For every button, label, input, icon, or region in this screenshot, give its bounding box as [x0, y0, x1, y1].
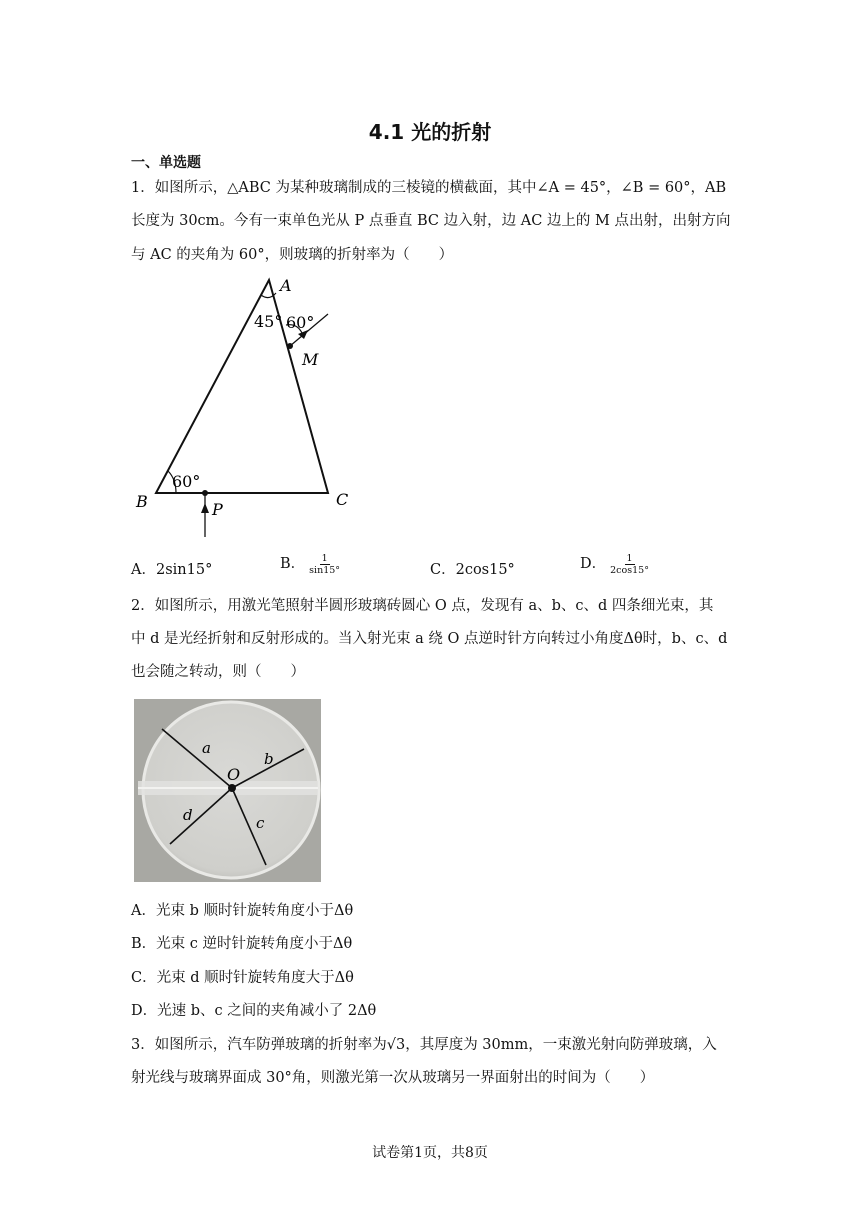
- q1-option-d-prefix: D．: [580, 556, 607, 572]
- point-p: [202, 490, 208, 496]
- glass-photo-figure: [134, 699, 321, 882]
- section-heading: 一、单选题: [131, 155, 201, 171]
- q1-option-b-prefix: B．: [280, 556, 306, 572]
- label-angle-m: 60°: [286, 313, 315, 332]
- label-beam-d: d: [183, 806, 193, 824]
- label-point-p: P: [212, 500, 223, 519]
- label-vertex-b: B: [136, 492, 148, 511]
- label-beam-a: a: [202, 739, 211, 757]
- label-angle-a: 45°: [254, 312, 283, 331]
- label-vertex-a: A: [280, 276, 292, 295]
- question-2-line-2: 中 d 是光经折射和反射形成的。当入射光束 a 绕 O 点逆时针方向转过小角度Δθ时，b、c、d: [131, 631, 728, 647]
- page-footer: 试卷第1页，共8页: [372, 1145, 488, 1161]
- label-beam-c: c: [256, 814, 265, 832]
- question-2-line-1: 2．如图所示，用激光笔照射半圆形玻璃砖圆心 O 点，发现有 a、b、c、d 四条细光束，其: [131, 598, 714, 614]
- incident-ray-arrow: [201, 503, 209, 513]
- q1-option-a[interactable]: A．2sin15°: [131, 562, 213, 578]
- point-m: [287, 343, 293, 349]
- q1-option-b[interactable]: [280, 552, 342, 576]
- label-beam-b: b: [264, 750, 274, 768]
- q1-option-b-fraction: [307, 553, 342, 576]
- fraction-denominator: sin15°: [309, 564, 341, 576]
- fraction-numerator: 1: [321, 552, 328, 564]
- q2-option-b[interactable]: B．光束 c 逆时针旋转角度小于Δθ: [131, 936, 353, 952]
- question-2-line-3: 也会随之转动，则（ ）: [131, 664, 305, 680]
- page-title: 4.1 光的折射: [368, 120, 492, 144]
- question-3-line-1: 3．如图所示，汽车防弹玻璃的折射率为√3，其厚度为 30mm，一束激光射向防弹玻璃，入: [131, 1037, 717, 1053]
- point-o: [228, 784, 236, 792]
- label-point-o: O: [227, 765, 241, 784]
- prism-triangle: [156, 280, 328, 493]
- label-vertex-c: C: [336, 490, 349, 509]
- q1-option-d[interactable]: [580, 552, 651, 576]
- question-1-line-3: 与 AC 的夹角为 60°，则玻璃的折射率为（ ）: [131, 247, 454, 263]
- label-angle-b: 60°: [172, 472, 201, 491]
- q1-option-d-fraction: [608, 553, 651, 576]
- question-3-line-2: 射光线与玻璃界面成 30°角，则激光第一次从玻璃另一界面射出的时间为（ ）: [131, 1070, 655, 1086]
- fraction-denominator: 2cos15°: [610, 564, 649, 576]
- question-1-line-1: 1．如图所示，△ABC 为某种玻璃制成的三棱镜的横截面，其中∠A = 45°，∠B = 60°，AB: [131, 180, 727, 196]
- q1-option-c[interactable]: C．2cos15°: [430, 562, 515, 578]
- q2-option-d[interactable]: D．光速 b、c 之间的夹角减小了 2Δθ: [131, 1003, 377, 1019]
- question-1-line-2: 长度为 30cm。今有一束单色光从 P 点垂直 BC 边入射，边 AC 边上的 M 点出射，出射方向: [131, 213, 731, 229]
- label-point-m: M: [302, 350, 319, 369]
- fraction-numerator: 1: [626, 552, 633, 564]
- prism-figure: [130, 275, 370, 545]
- q2-option-c[interactable]: C．光束 d 顺时针旋转角度大于Δθ: [131, 970, 354, 986]
- q2-option-a[interactable]: A．光束 b 顺时针旋转角度小于Δθ: [131, 903, 354, 919]
